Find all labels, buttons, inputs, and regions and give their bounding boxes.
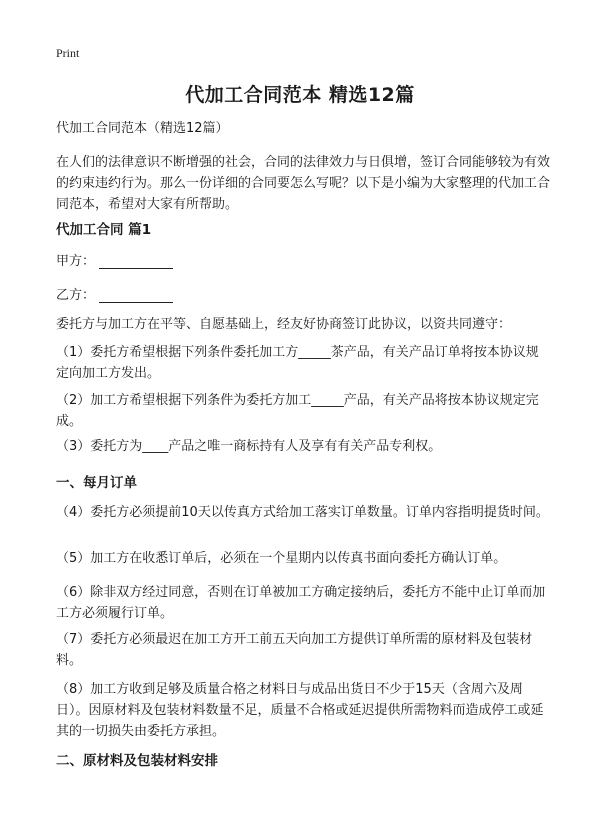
party-b-row — [56, 284, 173, 303]
clause-4: （4）委托方必须提前10天以传真方式给加工落实订单数量。订单内容指明提货时间。 — [56, 505, 549, 520]
preamble-paragraph: 委托方与加工方在平等、自愿基础上，经友好协商签订此协议，以资共同遵守： — [56, 317, 512, 332]
clause-6: （6）除非双方经过同意，否则在订单被加工方确定接纳后，委托方不能中止订单而加工方必须履行订单。 — [56, 585, 546, 621]
intro-paragraph: 在人们的法律意识不断增强的社会，合同的法律效力与日俱增，签订合同能够较为有效的约束违约行为。那么一份详细的合同要怎么写呢？以下是小编为大家整理的代加工合同范本，希望对大家有所帮助。 — [56, 155, 551, 212]
clause-1: （1）委托方希望根据下列条件委托加工方_____茶产品，有关产品订单将按本协议规定向加工方发出。 — [56, 345, 539, 381]
party-a-label: 甲方： — [56, 254, 96, 269]
party-b-label: 乙方： — [56, 288, 96, 303]
section-heading: 代加工合同 篇1 — [56, 222, 152, 238]
clause-8: （8）加工方收到足够及质量合格之材料日与成品出货日不少于15天（含周六及周日）。因原材料及包装材料数量不足，质量不合格或延迟提供所需物料而造成停工或延其的一切损失由委托方承担。 — [56, 682, 544, 739]
clause-2: （2）加工方希望根据下列条件为委托方加工_____产品，有关产品将按本协议规定完成。 — [56, 393, 539, 429]
heading-materials: 二、原材料及包装材料安排 — [56, 753, 218, 769]
document-subtitle: 代加工合同范本（精选12篇） — [56, 121, 229, 136]
clause-7: （7）委托方必须最迟在加工方开工前五天向加工方提供订单所需的原材料及包装材料。 — [56, 632, 533, 668]
document-title: 代加工合同范本 精选12篇 — [185, 84, 415, 106]
party-b-blank — [99, 288, 173, 303]
clause-3: （3）委托方为____产品之唯一商标持有人及享有有关产品专利权。 — [56, 439, 442, 454]
clause-5: （5）加工方在收悉订单后，必须在一个星期内以传真书面向委托方确认订单。 — [56, 551, 507, 566]
print-label: Print — [56, 46, 80, 60]
party-a-blank — [99, 254, 173, 269]
heading-monthly-orders: 一、每月订单 — [56, 475, 137, 491]
party-a-row — [56, 250, 173, 269]
